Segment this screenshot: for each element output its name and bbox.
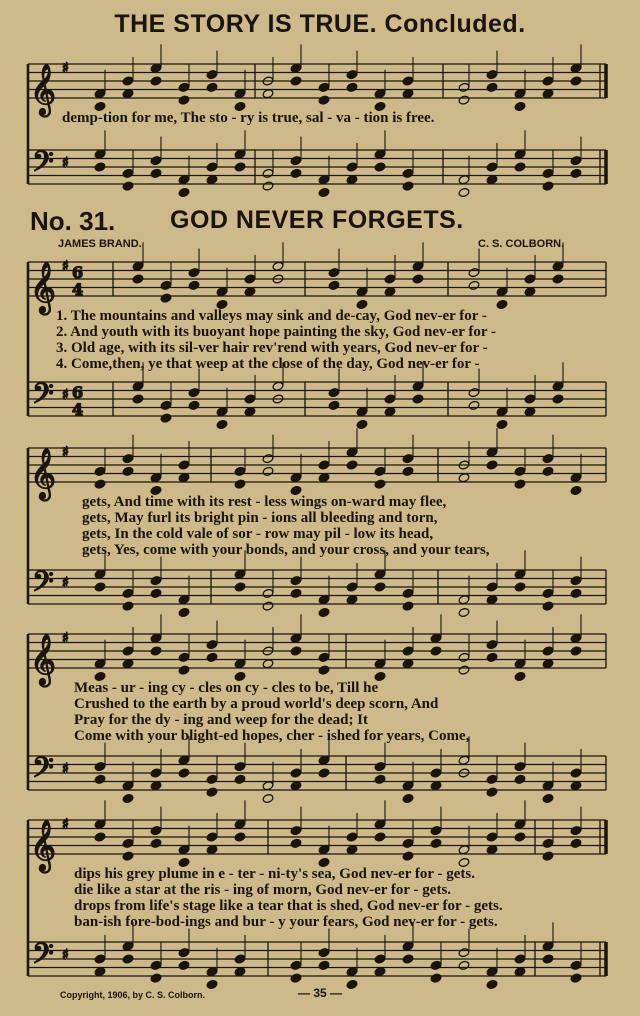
verse-line: Crushed to the earth by a proud world's deep scorn, And	[74, 696, 439, 712]
svg-text:𝄢: 𝄢	[32, 751, 54, 792]
lyricist-credit: JAMES BRAND.	[58, 238, 142, 250]
svg-text:𝄞: 𝄞	[30, 448, 57, 499]
verse-line: drops from life's stage like a tear that is shed, God nev-er for - gets.	[74, 898, 503, 914]
svg-text:𝄞: 𝄞	[30, 64, 57, 115]
svg-text:♯: ♯	[62, 60, 69, 77]
svg-text:6: 6	[72, 383, 84, 402]
svg-text:♯: ♯	[62, 630, 69, 647]
svg-text:♯: ♯	[62, 386, 69, 403]
story-lyric: demp-tion for me, The sto - ry is true, sal - va - tion is free.	[62, 110, 435, 126]
copyright-notice: Copyright, 1906, by C. S. Colborn.	[60, 990, 206, 1000]
svg-text:𝄞: 𝄞	[30, 634, 57, 685]
svg-text:4: 4	[72, 400, 84, 419]
verse-line: gets, May furl its bright pin - ions all bleeding and torn,	[82, 510, 438, 526]
svg-text:♯: ♯	[62, 816, 69, 833]
hymn-number: No. 31.	[30, 206, 116, 236]
svg-text:♯: ♯	[62, 574, 69, 591]
verse-line: Meas - ur - ing cy - cles on cy - cles to be, Till he	[74, 680, 379, 696]
verse-line: dips his grey plume in e - ter - ni-ty's sea, God nev-er for - gets.	[74, 866, 475, 882]
header-title: THE STORY IS TRUE. Concluded.	[114, 10, 526, 38]
svg-text:♯: ♯	[62, 444, 69, 461]
verse-line: 1. The mountains and valleys may sink and de-cay, God nev-er for -	[56, 308, 487, 324]
svg-text:6: 6	[72, 263, 84, 282]
svg-text:♯: ♯	[62, 760, 69, 777]
svg-text:♯: ♯	[62, 154, 69, 171]
composer-credit: C. S. COLBORN.	[478, 238, 565, 250]
svg-text:𝄞: 𝄞	[30, 820, 57, 871]
svg-text:𝄢: 𝄢	[32, 145, 54, 186]
svg-text:♯: ♯	[62, 258, 69, 275]
verse-line: gets, Yes, come with your bonds, and your cross, and your tears,	[82, 542, 490, 558]
svg-text:𝄢: 𝄢	[32, 377, 54, 418]
svg-text:𝄢: 𝄢	[32, 937, 54, 978]
verse-line: 2. And youth with its buoyant hope painting the sky, God nev-er for -	[56, 324, 496, 340]
verse-line: gets, In the cold vale of sor - row may pil - low its head,	[82, 526, 434, 542]
svg-text:4: 4	[72, 280, 84, 299]
verse-line: ban-ish fore-bod-ings and bur - y your fears, God nev-er for - gets.	[74, 914, 498, 930]
page-number: — 35 —	[298, 986, 343, 1000]
verse-line: 3. Old age, with its sil-ver hair rev'rend with years, God nev-er for -	[56, 340, 488, 356]
verse-line: gets, And time with its rest - less wings on-ward may flee,	[82, 494, 447, 510]
verse-line: 4. Come,then, ye that weep at the close of the day, God nev-er for -	[56, 356, 480, 372]
verse-line: Come with your blight-ed hopes, cher - ished for years, Come,	[74, 728, 470, 744]
verse-line: die like a star at the ris - ing of morn, God nev-er for - gets.	[74, 882, 452, 898]
hymn-title: GOD NEVER FORGETS.	[170, 206, 464, 234]
svg-text:♯: ♯	[62, 946, 69, 963]
verse-line: Pray for the dy - ing and weep for the dead; It	[74, 712, 369, 728]
svg-text:𝄞: 𝄞	[30, 262, 57, 313]
svg-text:𝄢: 𝄢	[32, 565, 54, 606]
